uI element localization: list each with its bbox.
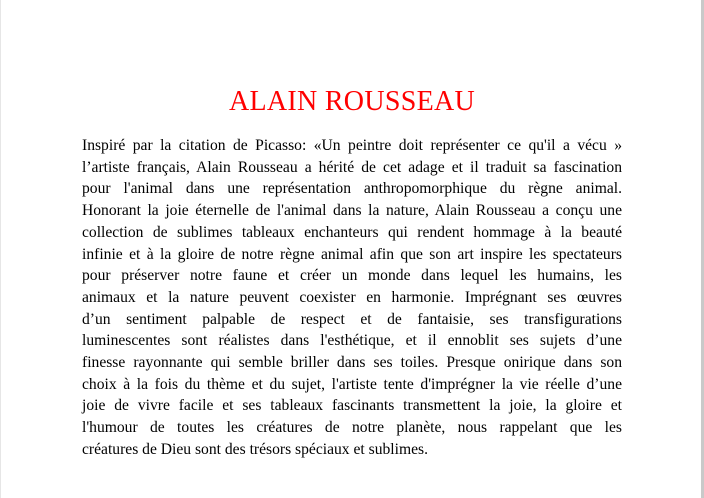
document-title: ALAIN ROUSSEAU bbox=[228, 86, 476, 117]
paragraph-line: finesse rayonnante qui semble briller dans ses toiles. Presque onirique dans son bbox=[82, 354, 622, 372]
paragraph-line: Inspiré par la citation de Picasso: «Un peintre doit représenter ce qu'il a vécu » bbox=[82, 137, 622, 154]
paragraph-line: infinie et à la gloire de notre règne animal afin que son art inspire les spectateurs bbox=[82, 245, 622, 263]
paragraph-line: pour l'animal dans une représentation anthropomorphique du règne animal. bbox=[82, 180, 622, 198]
biography-paragraph bbox=[82, 135, 622, 461]
page-left-edge bbox=[0, 0, 1, 498]
paragraph-line: l'humour de toutes les créatures de notre planète, nous rappelant que les bbox=[82, 419, 622, 437]
paragraph-line: l’artiste français, Alain Rousseau a hérité de cet adage et il traduit sa fascination bbox=[82, 158, 622, 176]
paragraph-line: joie de vivre facile et ses tableaux fascinants transmettent la joie, la gloire et bbox=[82, 397, 622, 415]
paragraph-line: animaux et la nature peuvent coexister en harmonie. Imprégnant ses œuvres bbox=[82, 288, 622, 306]
paragraph-line: créatures de Dieu sont des trésors spéciaux et sublimes. bbox=[82, 440, 428, 458]
paragraph-line: choix à la fois du thème et du sujet, l'artiste tente d'imprégner la vie réelle d’une bbox=[82, 375, 622, 393]
paragraph-line: d’un sentiment palpable de respect et de fantaisie, ses transfigurations bbox=[82, 310, 622, 328]
paragraph-line: collection de sublimes tableaux enchanteurs qui rendent hommage à la beauté bbox=[82, 223, 622, 241]
paragraph-line: pour préserver notre faune et créer un monde dans lequel les humains, les bbox=[82, 267, 622, 285]
paragraph-line: luminescentes sont réalistes dans l'esthétique, et il ennoblit ses sujets d’une bbox=[82, 332, 622, 350]
paragraph-line: Honorant la joie éternelle de l'animal dans la nature, Alain Rousseau a conçu une bbox=[82, 202, 622, 220]
